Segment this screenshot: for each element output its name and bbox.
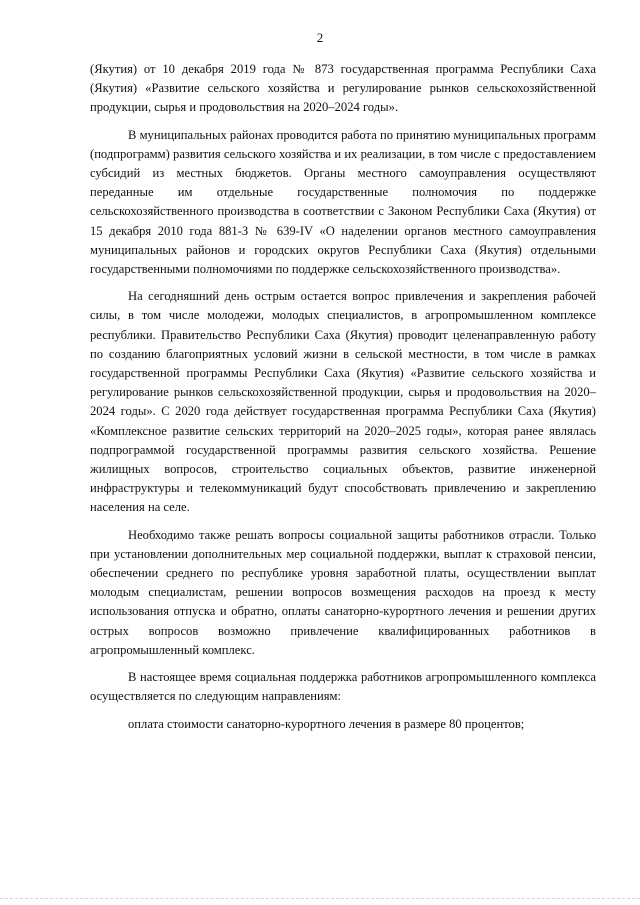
paragraph: оплата стоимости санаторно-курортного лечения в размере 80 процентов; (128, 716, 525, 731)
paragraph: (Якутия) от 10 декабря 2019 года № 873 государственная программа Республики Саха (Якутия) «Развитие сельского хозяйства и регулирование рынков сельскохозяйственной продукции, сырья и продовольствия на 2020–2024 годы». (90, 62, 596, 115)
paragraph: В настоящее время социальная поддержка работников агропромышленного комплекса осуществляется по следующим направлениям: (90, 670, 596, 704)
paragraph: Необходимо также решать вопросы социальной защиты работников отрасли. Только при установлении дополнительных мер социальной поддержки, выплат к страховой пенсии, обеспечении среднего по республике уровня заработной платы, осуществлении выплат молодым специалистам, решении вопросов возмещения расходов на проезд к месту использования отпуска и обратно, оплаты санаторно-курортного лечения и решении других острых вопросов возможно привлечение квалифицированных работников в агропромышленный комплекс. (90, 527, 596, 657)
scan-edge-mark (0, 894, 640, 899)
document-body (90, 60, 596, 742)
paragraph: В муниципальных районах проводится работа по принятию муниципальных программ (подпрограмм) развития сельского хозяйства и их реализации, в том числе с предоставлением субсидий из местных бюджетов. Органы местного самоуправления осуществляют переданные им отдельные государственные полномочия по поддержке сельскохозяйственного производства в соответствии с Законом Республики Саха (Якутия) от 15 декабря 2010 года 881-З № 639-IV «О наделении органов местного самоуправления муниципальных районов и городских округов Республики Саха (Якутия) отдельными государственными полномочиями по поддержке сельскохозяйственного производства». (90, 127, 596, 277)
page-number: 2 (316, 30, 324, 45)
paragraph: На сегодняшний день острым остается вопрос привлечения и закрепления рабочей силы, в том числе молодежи, молодых специалистов, в агропромышленном комплексе республики. Правительство Республики Саха (Якутия) проводит целенаправленную работу по созданию благоприятных условий жизни в сельской местности, в том числе в рамках государственной программы Республики Саха (Якутия) «Развитие сельского хозяйства и регулирование рынков сельскохозяйственной продукции, сырья и продовольствия на 2020–2024 годы». С 2020 года действует государственная программа Республики Саха (Якутия) «Комплексное развитие сельских территорий на 2020–2025 годы», которая ранее являлась подпрограммой государственной программы развития сельского хозяйства. Решение жилищных вопросов, строительство социальных объектов, развитие инженерной инфраструктуры и телекоммуникаций будут способствовать привлечению и закреплению населения на селе. (90, 289, 596, 515)
